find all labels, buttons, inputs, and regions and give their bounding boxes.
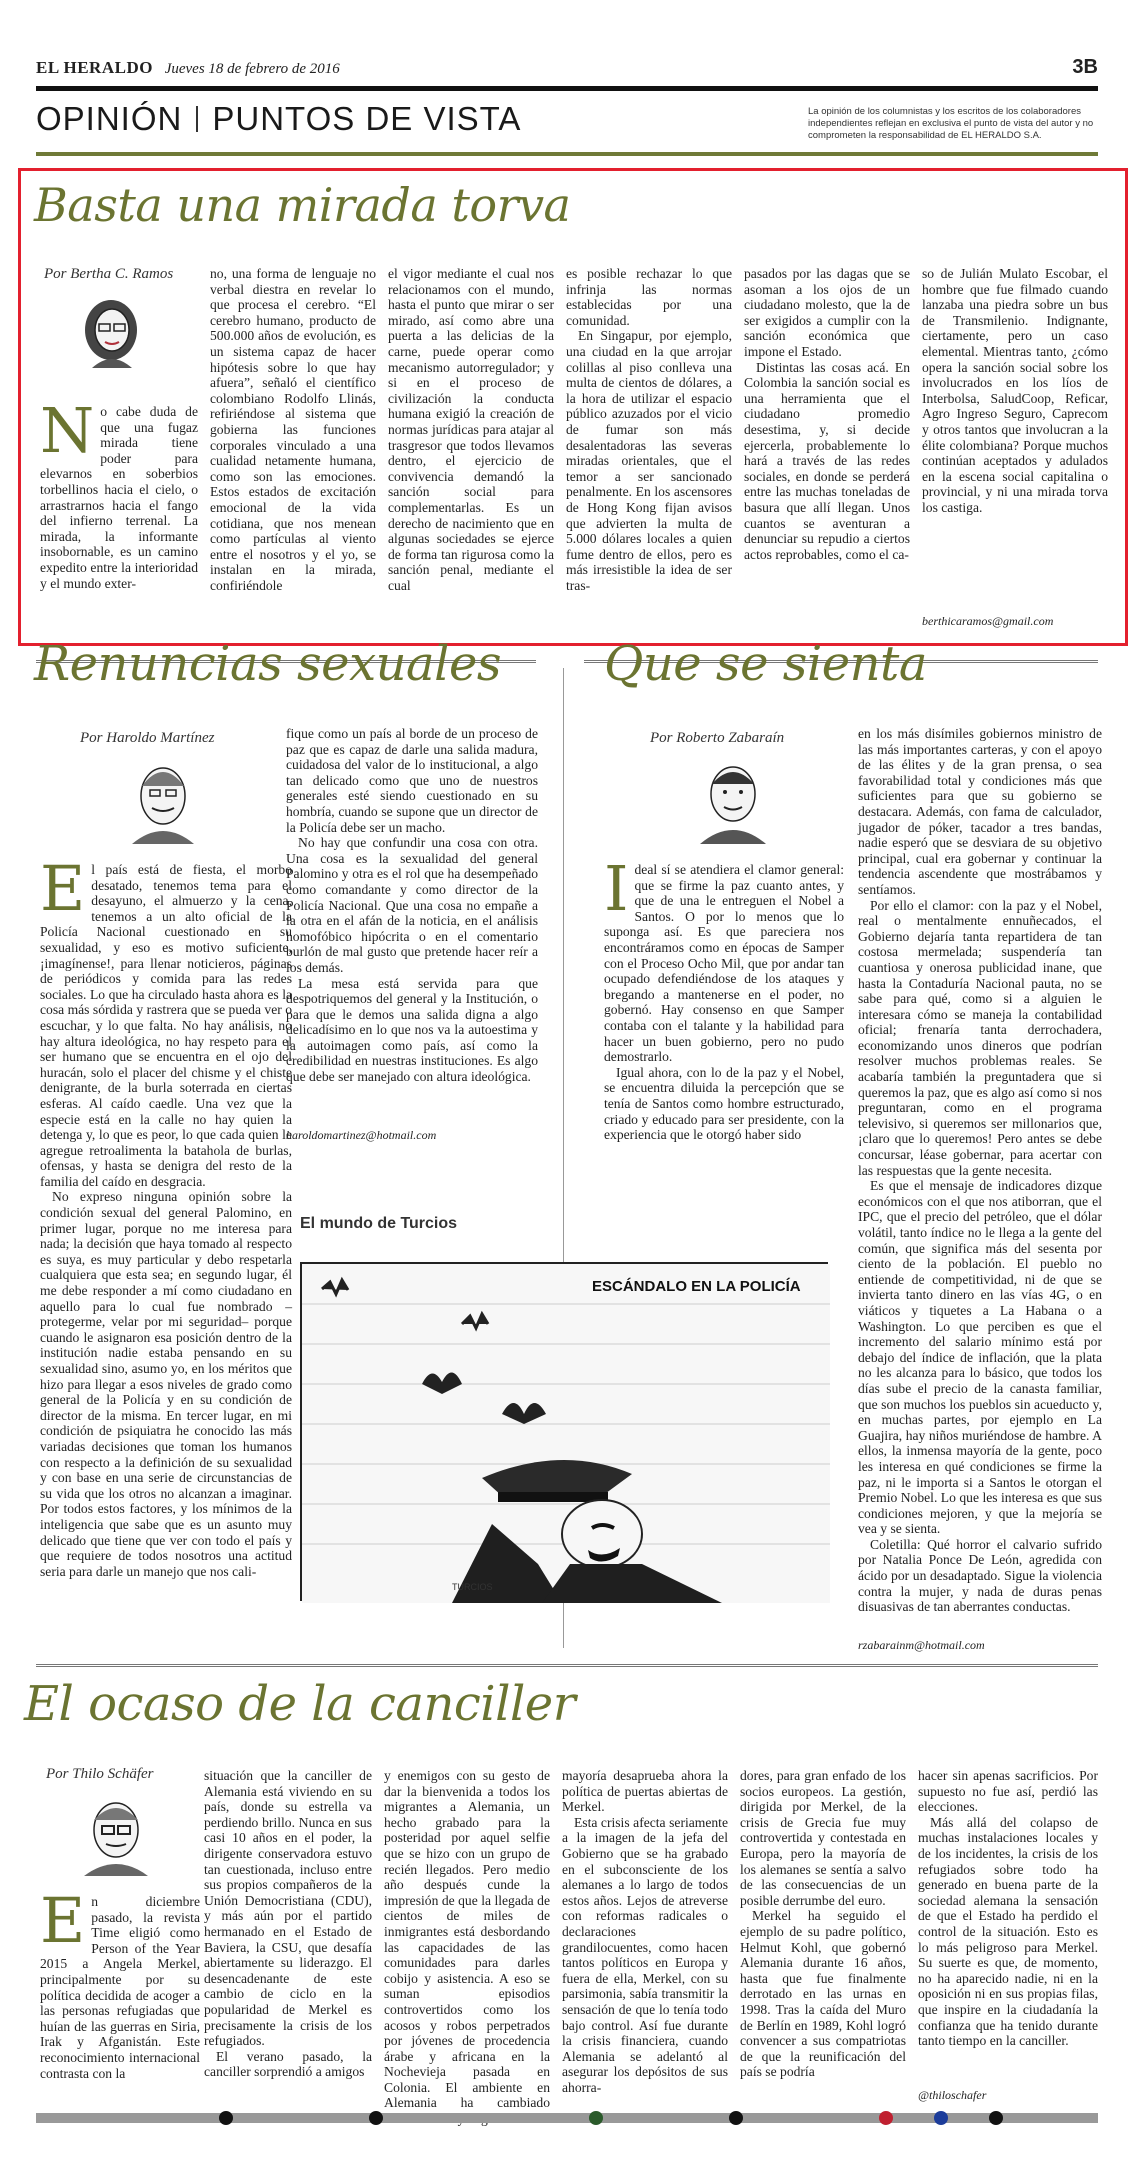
author-email-1[interactable]: berthicaramos@gmail.com [922,614,1054,628]
article1-col3: el vigor mediante el cual nos relacionamos con el mundo, hasta el punto que mirar o ser mirado, así como abre una puerta a las delicias de la carne, puede operar como mecanismo autorregulador; y si en el proceso de civilización la conducta humana exigió la creación de normas jurídicas para atajar al trasgresor que todos llevamos dentro, el ejercicio de convivencia demandó la sanción social para complementarlas. Es un derecho de nacimiento que en algunas sociedades se ejerce de forma tan rigurosa como la sanción penal, mediante el cual [388,266,554,593]
section-puntos: PUNTOS DE VISTA [212,100,522,137]
article1-paragraph: Distintas las cosas acá. En Colombia la sanción social es una herramienta que el ciudadano promedio desestima, y, si decide ejercerla, probablemente lo hará a través de las redes sociales, en donde se perderá entre las muchas toneladas de basura que allí llegan. Unos cuantos se aventuran a denunciar su repudio a ciertos actos reprobables, como el ca- [744,359,910,562]
article2-paragraph: La mesa está servida para que despotriquemos del general y la Institución, o para que le demos una salida digna a algo delicadísimo en lo que nos va la autoestima y la autoimagen como país, así como la credibilidad en nuestras instituciones. Es algo que debe ser manejado con altura ideológica. [286,975,538,1085]
editorial-cartoon [300,1262,828,1601]
article3-paragraph: en los más disímiles gobiernos ministro de las más importantes carteras, y con el apoyo de las élites y de la gran prensa, o sea favorabilidad total y condiciones más que suficientes para que su gobierno se destacara. Además, con fama de calculador, jugador de póker, tacador a tres bandas, nadie esperó que se desviara de su objetivo principal, cual era gobernar y continuar la tendencia ascendente que mostrábamos y sentíamos. [858,726,1102,897]
dropcap-2: E [40,852,86,925]
dropcap-4: E [40,1884,86,1957]
article3-paragraph: Coletilla: Qué horror el calvario sufrido por Natalia Ponce De León, agredida con ácido por un desadaptado. Sigue la violencia contra la mujer, y nada de duras penas disuasivas de tan aberrantes conductas. [858,1536,1102,1615]
author-byline-4: Por Thilo Schäfer [46,1766,154,1782]
article3-col2 [858,726,1102,1634]
dropcap-1: N [40,394,95,467]
article1-col4 [566,266,732,640]
article1-text: o cabe duda de que una fugaz mirada tiene poder para elevarnos en soberbios torbellinos hacia el cielo, o arrastrarnos hacia el fango del infierno terrenal. La mirada, la informante insobornable, es un camino expedito entre la interioridad y el mundo exter- [40,404,198,591]
article4-paragraph: dores, para gran enfado de los socios europeos. La gestión, dirigida por Merkel, de la crisis de Grecia fue muy controvertida y contestada en Europa, pero la mayoría de los alemanes se sentía a salvo de las consecuencias de un posible derrumbe del euro. [740,1768,906,1908]
article3-paragraph: Igual ahora, con lo de la paz y el Nobel, se encuentra diluida la percepción que se tenía de Santos como hombre estructurado, criado y educado para ser presidente, con la experiencia que le otorgó haber sido [604,1064,844,1143]
article2-col1 [40,852,292,1634]
section-opinion: OPINIÓN [36,100,183,137]
article2-text: l país está de fiesta, el morbo desatado, tenemos tema para el desayuno, el almuerzo y la cena, tenemos a un alto oficial de la Policía Nacional cuestionado en su sexualidad, y eso es motivo suficiente, ¡imagínense!, para llenar noticieros, páginas de periódicos y comida para las redes sociales. Lo que ha circulado hasta ahora es la cosa más sórdida y rastrera que se pueda ver o escuchar, y lo que falta. No hay análisis, no hay altura ideológica, no hay respeto para el ser humano que se encuentra en el ojo del huracán, solo el placer del chisme y el chiste denigrante, de la burla soterrada en ciertas esferas. Al caído caedle. Una vez que la especie está en la calle no hay quien la detenga y, lo que es peor, lo que cada quien le agregue retroalimenta la batahola de burlas, ofensas, y hasta se denigra del resto de la familia del caído en desgracia. [40,862,292,1189]
article2-col2 [286,726,538,1126]
cartoon-caption: ESCÁNDALO EN LA POLICÍA [592,1278,801,1295]
article4-paragraph: situación que la canciller de Alemania está viviendo en su país, donde su estrella va perdiendo brillo. Nunca en sus casi 10 años en el poder, la dirigente conservadora estuvo tan cuestionada, incluso entre sus propios compañeros de la Unión Democristiana (CDU), y más aún por el partido hermanado en el Estado de Baviera, la CSU, que desafía abiertamente su liderazgo. El desencadenante de este cambio de ciclo en la popularidad de Merkel es precisamente la crisis de los refugiados. [204,1768,372,2049]
author-email-3[interactable]: rzabarainm@hotmail.com [858,1638,985,1652]
article4-col3: y enemigos con su gesto de dar la bienvenida a todos los migrantes a Alemania, un hecho grabado para la posteridad por aquel selfie que se hizo con un grupo de recién llegados. Pero medio año después cunde la impresión de que la llegada de cientos de miles de inmigrantes está desbordando las capacidades de las comunidades para darles cobijo y asistencia. A eso se suman episodios controvertidos como los acosos y robos perpetrados por jóvenes de procedencia árabe y africana en la Nochevieja pasada en Colonia. El ambiente en Alemania ha cambiado [384,1768,550,2111]
author-portrait-3 [690,752,776,844]
author-portrait-2 [118,752,208,844]
article1-paragraph: pasados por las dagas que se asoman a los ojos de un ciudadano molesto, que la de ser exigidos a cumplir con la sanción económica que impone el Estado. [744,266,910,359]
article4-paragraph: Esta crisis afecta seriamente a la imagen de la jefa del Gobierno que se ha grabado en el subconsciente de los alemanes a lo largo de todos estos años. Lejos de atreverse con reformas radicales o declaraciones grandilocuentes, como hacen tantos políticos en Europa y fuera de ella, Merkel, con su parsimonia, sabía transmitir la sensación de que lo tenía todo bajo control. Así fue durante la crisis financiera, cuando Alemania se adelantó al asegurar los depósitos de sus ahorra- [562,1814,728,2095]
article-title-2: Renuncias sexuales [34,636,502,692]
article1-paragraph: En Singapur, por ejemplo, una ciudad en la que arrojar colillas al piso conlleva una multa de cientos de dólares, a la hora de utilizar el espacio público azuzados por el vicio de fumar son más desalentadoras las severas miradas orientales, que el temor a ser sancionado penalmente. En los ascensores de Hong Kong fijan avisos que advierten la multa de 5.000 dólares locales a quien fume dentro de ellos, pero es más irresistible la idea de ser tras- [566,328,732,593]
article2-paragraph: fique como un país al borde de un proceso de paz que es capaz de darle una salida madura, cuidadosa del valor de lo institucional, a algo tan delicado como que uno de nuestros generales esté siendo cuestionado en su hombría, cuando se supone que un director de la Policía debe ser un macho. [286,726,538,835]
cartoon-drawing [302,1264,830,1603]
article-title-3: Que se sienta [604,636,927,692]
article4-paragraph: El verano pasado, la canciller sorprendió a amigos [204,2048,372,2080]
article2-paragraph: No expreso ninguna opinión sobre la condición sexual del general Palomino, en primer lugar, porque no me interesa para nada; la decisión que haya tomado al respecto es suya, es muy particular y debo respetarla cualquiera que esta sea; en segundo lugar, él me debe responder a mí como ciudadano en aquello para lo cual fue nombrado –protegerme, velar por mi seguridad– porque cuando le asignaron esa posición dentro de la institución nadie estaba pensando en su sexualidad sino, asumo yo, en los méritos que hizo para llegar a esos niveles de grado como general de la Policía y en su condición de director de la misma. En tercer lugar, en mi condición de psiquiatra he conocido las más variadas decisiones que toman los humanos con respecto a la definición de su sexualidad y con base en una serie de circunstancias de su vida que los otros no alcanzan a imaginar. Por todos estos factores, y los mínimos de la inteligencia que sabe que es un asunto muy delicado que tiene que ver con todo el país y que requiere de todos nosotros una actitud seria para darle un manejo que nos cali- [40,1189,292,1579]
article4-col6 [918,1768,1098,2084]
article3-paragraph: Es que el mensaje de indicadores dizque económicos con el que nos atiborran, que el IPC, que el precio del petróleo, que el dólar volátil, tanto índice no le llega a la gente del común, que significa más del sesenta por ciento de la población. El pueblo no entiende de competitividad, ni de que se invierta tanto dinero en las vías 4G, o en viáticos y tiquetes a La Habana o a Washington. Lo que perciben es que el incremento del salario mínimo está por debajo del índice de inflación, que la plata no les alcanza para lo básico, que todos los días sube el precio de la canasta familiar, que son muchos los pueblos sin acueducto y, en muchas partes, por ejemplo en La Guajira, hay niños muriéndose de hambre. A ellos, la inmensa mayoría de la gente, poco les interesa en qué condiciones se firme la paz, ni le importa si a Santos le otorgan el Premio Nobel. Lo que les interesa es que sus condiciones mejoren, y que la mejoría se vea y se sienta. [858,1178,1102,1537]
article1-col6: so de Julián Mulato Escobar, el hombre que fue filmado cuando lanzaba una piedra sobre un bus de Transmilenio. Indignante, ciertamente, pero un caso elemental. Mientras tanto, ¿cómo opera la sanción social sobre los involucrados en los líos de Interbolsa, SaludCoop, Reficar, Agro Ingreso Seguro, Caprecom y otros tantos que involucran a la élite colombiana? Porque muchos continúan aceptados y adulados en la escena social capitalina o provincial, y ni una mirada torva los castiga. [922,266,1108,515]
article4-text: n diciembre pasado, la revista Time eligió como Person of the Year 2015 a Angela Merkel, principalmente por su política decidida de acoger a las personas refugiadas que huían de las guerras en Siria, Irak y Afganistán. Este reconocimiento internacional contrasta con la [40,1894,200,2081]
article4-col2 [204,1768,372,2104]
article-title-4: El ocaso de la canciller [24,1676,576,1732]
print-color-bar [36,2110,1098,2126]
article4-col4 [562,1768,728,2104]
article1-col2: no, una forma de lenguaje no verbal diestra en revelar lo que procesa el cerebro. “El cerebro humano, producto de 500.000 años de evolución, es un sistema capaz de hacer hipótesis sobre lo que hay afuera”, señaló el científico colombiano Rodolfo Llinás, refiriéndose al sistema que gobierna las funciones corporales vinculado a una cualidad netamente humana, como son las emociones. Estos estados de excitación emocional de la vida cotidiana, que nos menean como partículas al viento entre el nosotros y el yo, se instalan en la mirada, confiriéndole [210,266,376,593]
article3-paragraph: Por ello el clamor: con la paz y el Nobel, real o mentalmente ennuñecados, el Gobierno dejaría tanta repartidera de tan costosa mermelada; suspendería tan cuantiosa y onerosa publicidad inane, que hasta la Contaduría Nacional pauta, no se sabe para qué, como si a alguien le interesara cómo se maneja la contabilidad oficial; frenaría tanta derrochadera, economizando unos dineros que podrían resolver muchos problemas reales. Se acabaría también la preguntadera que si queremos la paz, que es algo así como si nos preguntaran, como en el programa televisivo, si queremos ser millonarios que, ¡claro que lo queremos! Pero antes se debe concursar, léase gobernar, para acertar con las respuestas que la gente necesita. [858,897,1102,1178]
author-portrait-4 [74,1790,158,1876]
dropcap-3: I [604,852,629,925]
article4-paragraph: mayoría desaprueba ahora la política de puertas abiertas de Merkel. [562,1768,728,1815]
article4-paragraph: Más allá del colapso de muchas instalaciones locales y de los incidentes, la crisis de los refugiados sobre todo ha generado en buena parte de la sociedad alemana la sensación de que el Estado ha perdido el control de la situación. Esto es lo más peligroso para Merkel. Su suerte es que, de momento, no ha aparecido nadie, ni en la oposición ni en sus propias filas, que inspire en la ciudadanía la confianza que ha tenido durante tanto tiempo en la canciller. [918,1814,1098,2049]
author-portrait-1 [72,290,150,370]
author-byline-3: Por Roberto Zabaraín [650,730,785,746]
section-title [36,100,521,138]
article4-col5 [740,1768,906,2104]
article4-col1 [40,1884,200,2104]
issue-date: Jueves 18 de febrero de 2016 [164,61,340,77]
disclaimer: La opinión de los columnistas y los escritos de los colaboradores independientes reflejan en exclusiva el punto de vista del autor y no comprometen la responsabilidad de EL HERALDO S.A. [808,106,1094,141]
masthead [36,58,1098,80]
page-number: 3B [1072,56,1098,78]
masthead-rule [36,86,1098,91]
article3-col1 [604,852,844,1188]
article1-paragraph: es posible rechazar lo que infrinja las normas establecidas por una comunidad. [566,266,732,328]
divider [36,1664,1098,1667]
author-byline-1: Por Bertha C. Ramos [44,266,174,282]
article1-col1 [40,394,198,640]
section-divider [196,106,198,132]
article1-col5 [744,266,910,640]
cartoon-section-title: El mundo de Turcios [300,1215,458,1232]
article4-paragraph: hacer sin apenas sacrificios. Por supuesto no fue así, perdió las elecciones. [918,1768,1098,1815]
article-title-1: Basta una mirada torva [34,178,571,232]
newspaper-name: EL HERALDO [36,58,153,77]
section-rule [36,152,1098,156]
author-email-2[interactable]: haroldomartinez@hotmail.com [286,1128,437,1142]
article4-paragraph: Merkel ha seguido el ejemplo de su padre político, Helmut Kohl, que gobernó Alemania durante 16 años, hasta que fue finalmente derrotado en las urnas en 1998. Tras la caída del Muro de Berlín en 1989, Kohl logró convencer a sus compatriotas de que la reunificación del país se podría [740,1908,906,2080]
cartoon-signature: TURCIOS [452,1582,493,1592]
author-byline-2: Por Haroldo Martínez [80,730,215,746]
author-email-4[interactable]: @thiloschafer [918,2088,987,2102]
article2-paragraph: No hay que confundir una cosa con otra. Una cosa es la sexualidad del general Palomino y otra es el rol que ha desempeñado como comandante y como director de la Policía Nacional. Que una cosa no empañe a la otra en el afán de la noticia, en el análisis homofóbico hipócrita o en el comentario burlón de mal gusto que pretende hacer reír a los demás. [286,835,538,975]
article3-text: deal sí se atendiera el clamor general: que se firme la paz cuanto antes, y que de una le entreguen el Nobel a Santos. O por lo menos que lo suponga así. Es que pareciera nos encontráramos como en épocas de Samper con el Proceso Ocho Mil, que por andar tan ocupado defendiéndose de los ataques y bregando a mantenerse en el poder, no gobernó. Hay consenso en que Samper contaba con el talante y la habilidad para hacer un buen gobierno, pero no pudo demostrarlo. [604,862,844,1065]
